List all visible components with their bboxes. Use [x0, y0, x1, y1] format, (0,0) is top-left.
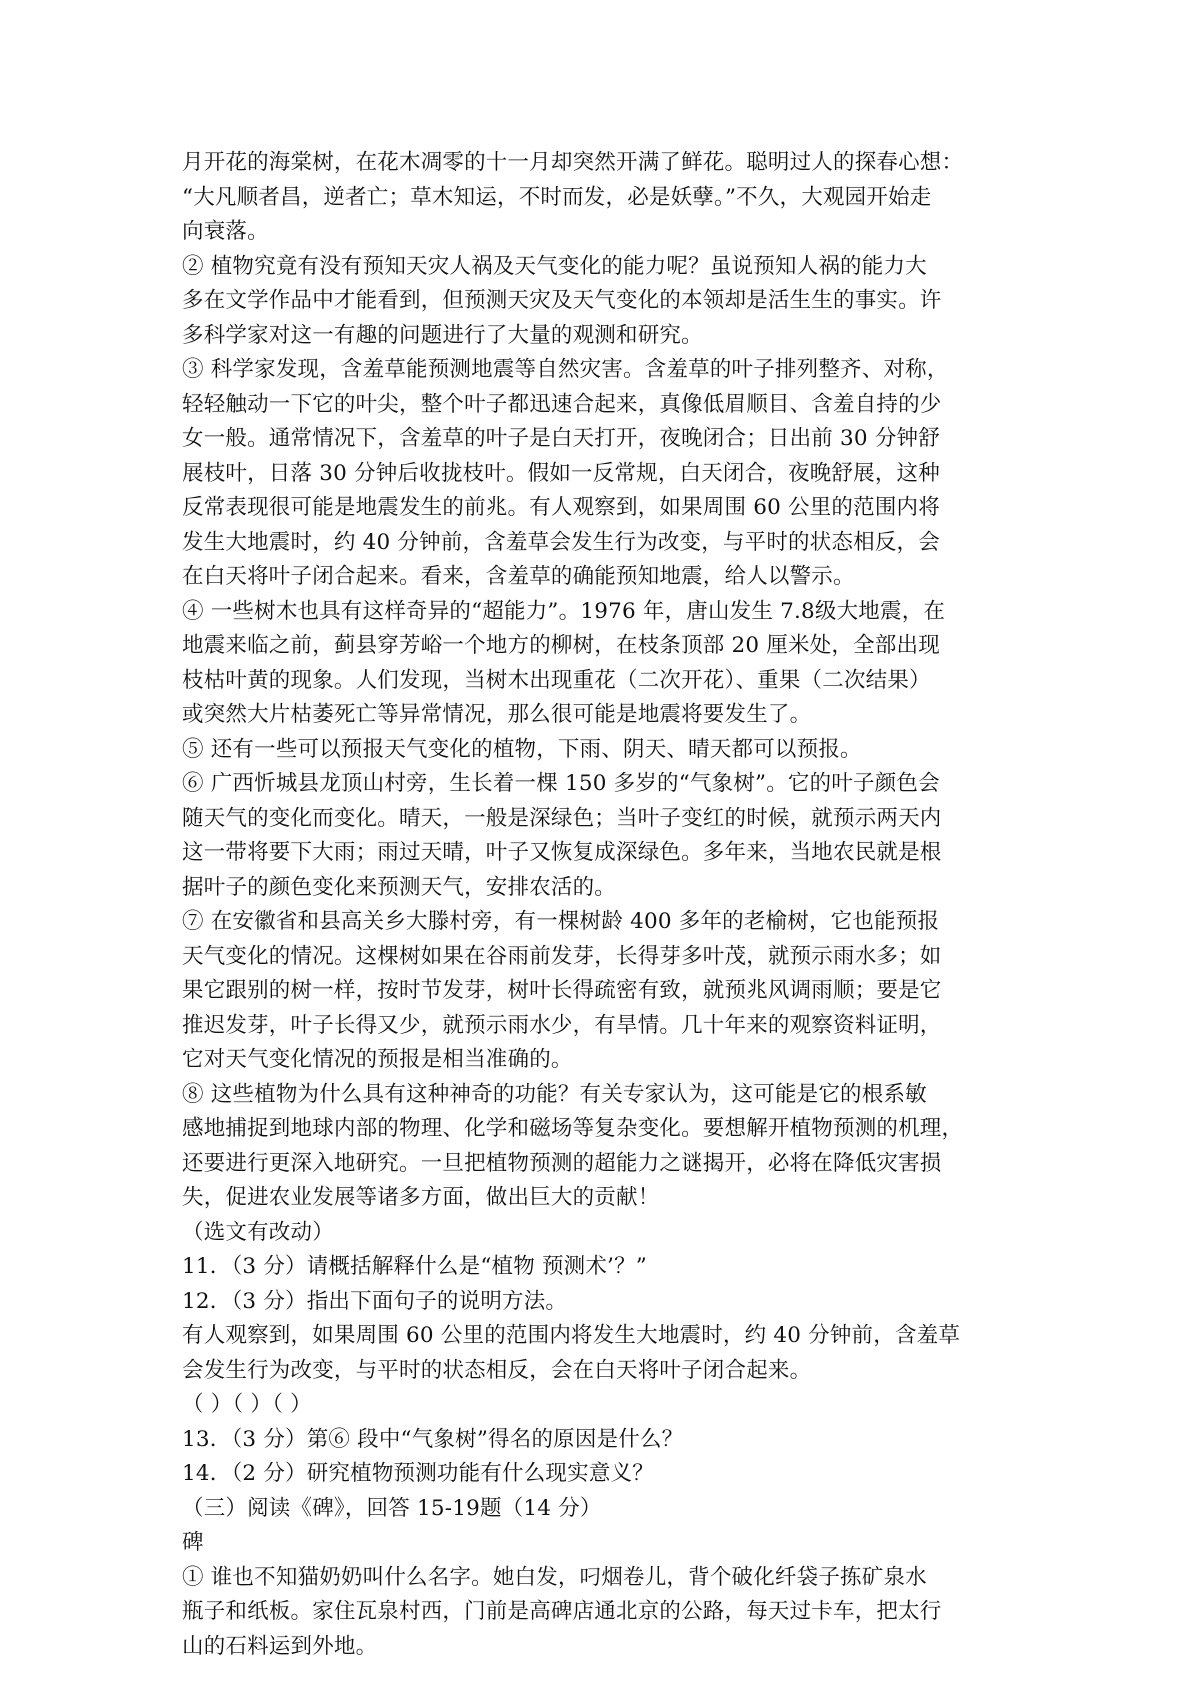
text-line: 反常表现很可能是地震发生的前兆。有人观察到，如果周围 60 公里的范围内将	[182, 495, 940, 520]
text-line: 还要进行更深入地研究。一旦把植物预测的超能力之谜揭开，必将在降低灾害损	[182, 1150, 942, 1176]
section-heading: （三）阅读《碑》，回答 15-19题（14 分）	[182, 1495, 602, 1521]
paragraph-4-line: ④ 一些树木也具有这样奇异的“超能力”。1976 年，唐山发生 7.8级大地震，在	[182, 598, 946, 624]
text-line: 失，促进农业发展等诸多方面，做出巨大的贡献！	[182, 1185, 660, 1210]
text-line: 推迟发芽，叶子长得又少，就预示雨水少，有旱情。几十年来的观察资料证明，	[182, 1012, 942, 1038]
text-line: 随天气的变化而变化。晴天，一般是深绿色；当叶子变红的时候，就预示两天内	[182, 805, 942, 831]
paragraph-5-line: ⑤ 还有一些可以预报天气变化的植物，下雨、阴天、晴天都可以预报。	[182, 736, 862, 762]
text-line: 地震来临之前，蓟县穿芳峪一个地方的柳树，在枝条顶部 20 厘米处，全部出现	[182, 633, 940, 658]
text-line: 多在文学作品中才能看到，但预测天灾及天气变化的本领却是活生生的事实。许	[182, 288, 942, 313]
text-line: 向衰落。	[182, 219, 269, 244]
text-line: 或突然大片枯萎死亡等异常情况，那么很可能是地震将要发生了。	[182, 702, 812, 727]
text-line: 据叶子的颜色变化来预测天气，安排农活的。	[182, 874, 617, 900]
text-line: 多科学家对这一有趣的问题进行了大量的观测和研究。	[182, 322, 703, 348]
paragraph-2-line: ② 植物究竟有没有预知天灾人祸及天气变化的能力呢？虽说预知人祸的能力大	[182, 253, 927, 279]
text-line: 瓶子和纸板。家住瓦泉村西，门前是高碑店通北京的公路，每天过卡车，把太行	[182, 1599, 942, 1624]
answer-blanks: （ ）（ ）（ ）	[182, 1392, 312, 1417]
article-paragraph-1-line: ① 谁也不知猫奶奶叫什么名字。她白发，叼烟卷儿，背个破化纤袋子拣矿泉水	[182, 1564, 927, 1590]
text-line: 感地捕捉到地球内部的物理、化学和磁场等复杂变化。要想解开植物预测的机理，	[182, 1116, 964, 1141]
text-line: 枝枯叶黄的现象。人们发现，当树木出现重花（二次开花）、重果（二次结果）	[182, 667, 931, 693]
paragraph-3-line: ③ 科学家发现，含羞草能预测地震等自然灾害。含羞草的叶子排列整齐、对称，	[182, 357, 949, 382]
document-body	[182, 146, 1017, 1664]
paragraph-7-line: ⑦ 在安徽省和县高关乡大滕村旁，有一棵树龄 400 多年的老榆树，它也能预报	[182, 909, 940, 934]
text-line: 果它跟别的树一样，按时节发芽，树叶长得疏密有致，就预兆风调雨顺；要是它	[182, 978, 942, 1003]
paragraph-8-line: ⑧ 这些植物为什么具有这种神奇的功能？有关专家认为，这可能是它的根系敏	[182, 1081, 927, 1107]
text-line: 女一般。通常情况下，含羞草的叶子是白天打开，夜晚闭合；日出前 30 分钟舒	[182, 426, 940, 451]
question-14: 14．（2 分）研究植物预测功能有什么现实意义？	[182, 1461, 654, 1486]
text-line: 山的石料运到外地。	[182, 1633, 378, 1659]
text-line: 发生大地震时，约 40 分钟前，含羞草会发生行为改变，与平时的状态相反，会	[182, 529, 940, 555]
text-line: 这一带将要下大雨；雨过天晴，叶子又恢复成深绿色。多年来，当地农民就是根	[182, 840, 942, 865]
text-line: 它对天气变化情况的预报是相当准确的。	[182, 1047, 573, 1072]
question-12-sentence: 有人观察到，如果周围 60 公里的范围内将发生大地震时，约 40 分钟前，含羞草	[182, 1323, 961, 1348]
article-title: 碑	[182, 1530, 204, 1555]
text-line: “大凡顺者昌，逆者亡；草木知运，不时而发，必是妖孽。”不久，大观园开始走	[182, 184, 932, 210]
text-line: 月开花的海棠树，在花木凋零的十一月却突然开满了鲜花。聪明过人的探春心想：	[182, 150, 964, 175]
text-line: 天气变化的情况。这棵树如果在谷雨前发芽，长得芽多叶茂，就预示雨水多；如	[182, 943, 942, 969]
question-12: 12．（3 分）指出下面句子的说明方法。	[182, 1288, 568, 1314]
text-line: 展枝叶，日落 30 分钟后收拢枝叶。假如一反常规，白天闭合，夜晚舒展，这种	[182, 460, 940, 486]
text-line: 在白天将叶子闭合起来。看来，含羞草的确能预知地震，给人以警示。	[182, 564, 855, 589]
question-12-sentence: 会发生行为改变，与平时的状态相反，会在白天将叶子闭合起来。	[182, 1357, 812, 1383]
question-11: 11．（3 分）请概括解释什么是“植物 预测术’？”	[182, 1254, 647, 1279]
question-13: 13．（3 分）第⑥ 段中“气象树”得名的原因是什么？	[182, 1426, 684, 1452]
paragraph-6-line: ⑥ 广西忻城县龙顶山村旁，生长着一棵 150 多岁的“气象树”。它的叶子颜色会	[182, 771, 940, 796]
source-note: （选文有改动）	[182, 1219, 334, 1245]
text-line: 轻轻触动一下它的叶尖，整个叶子都迅速合起来，真像低眉顺目、含羞自持的少	[182, 391, 942, 417]
